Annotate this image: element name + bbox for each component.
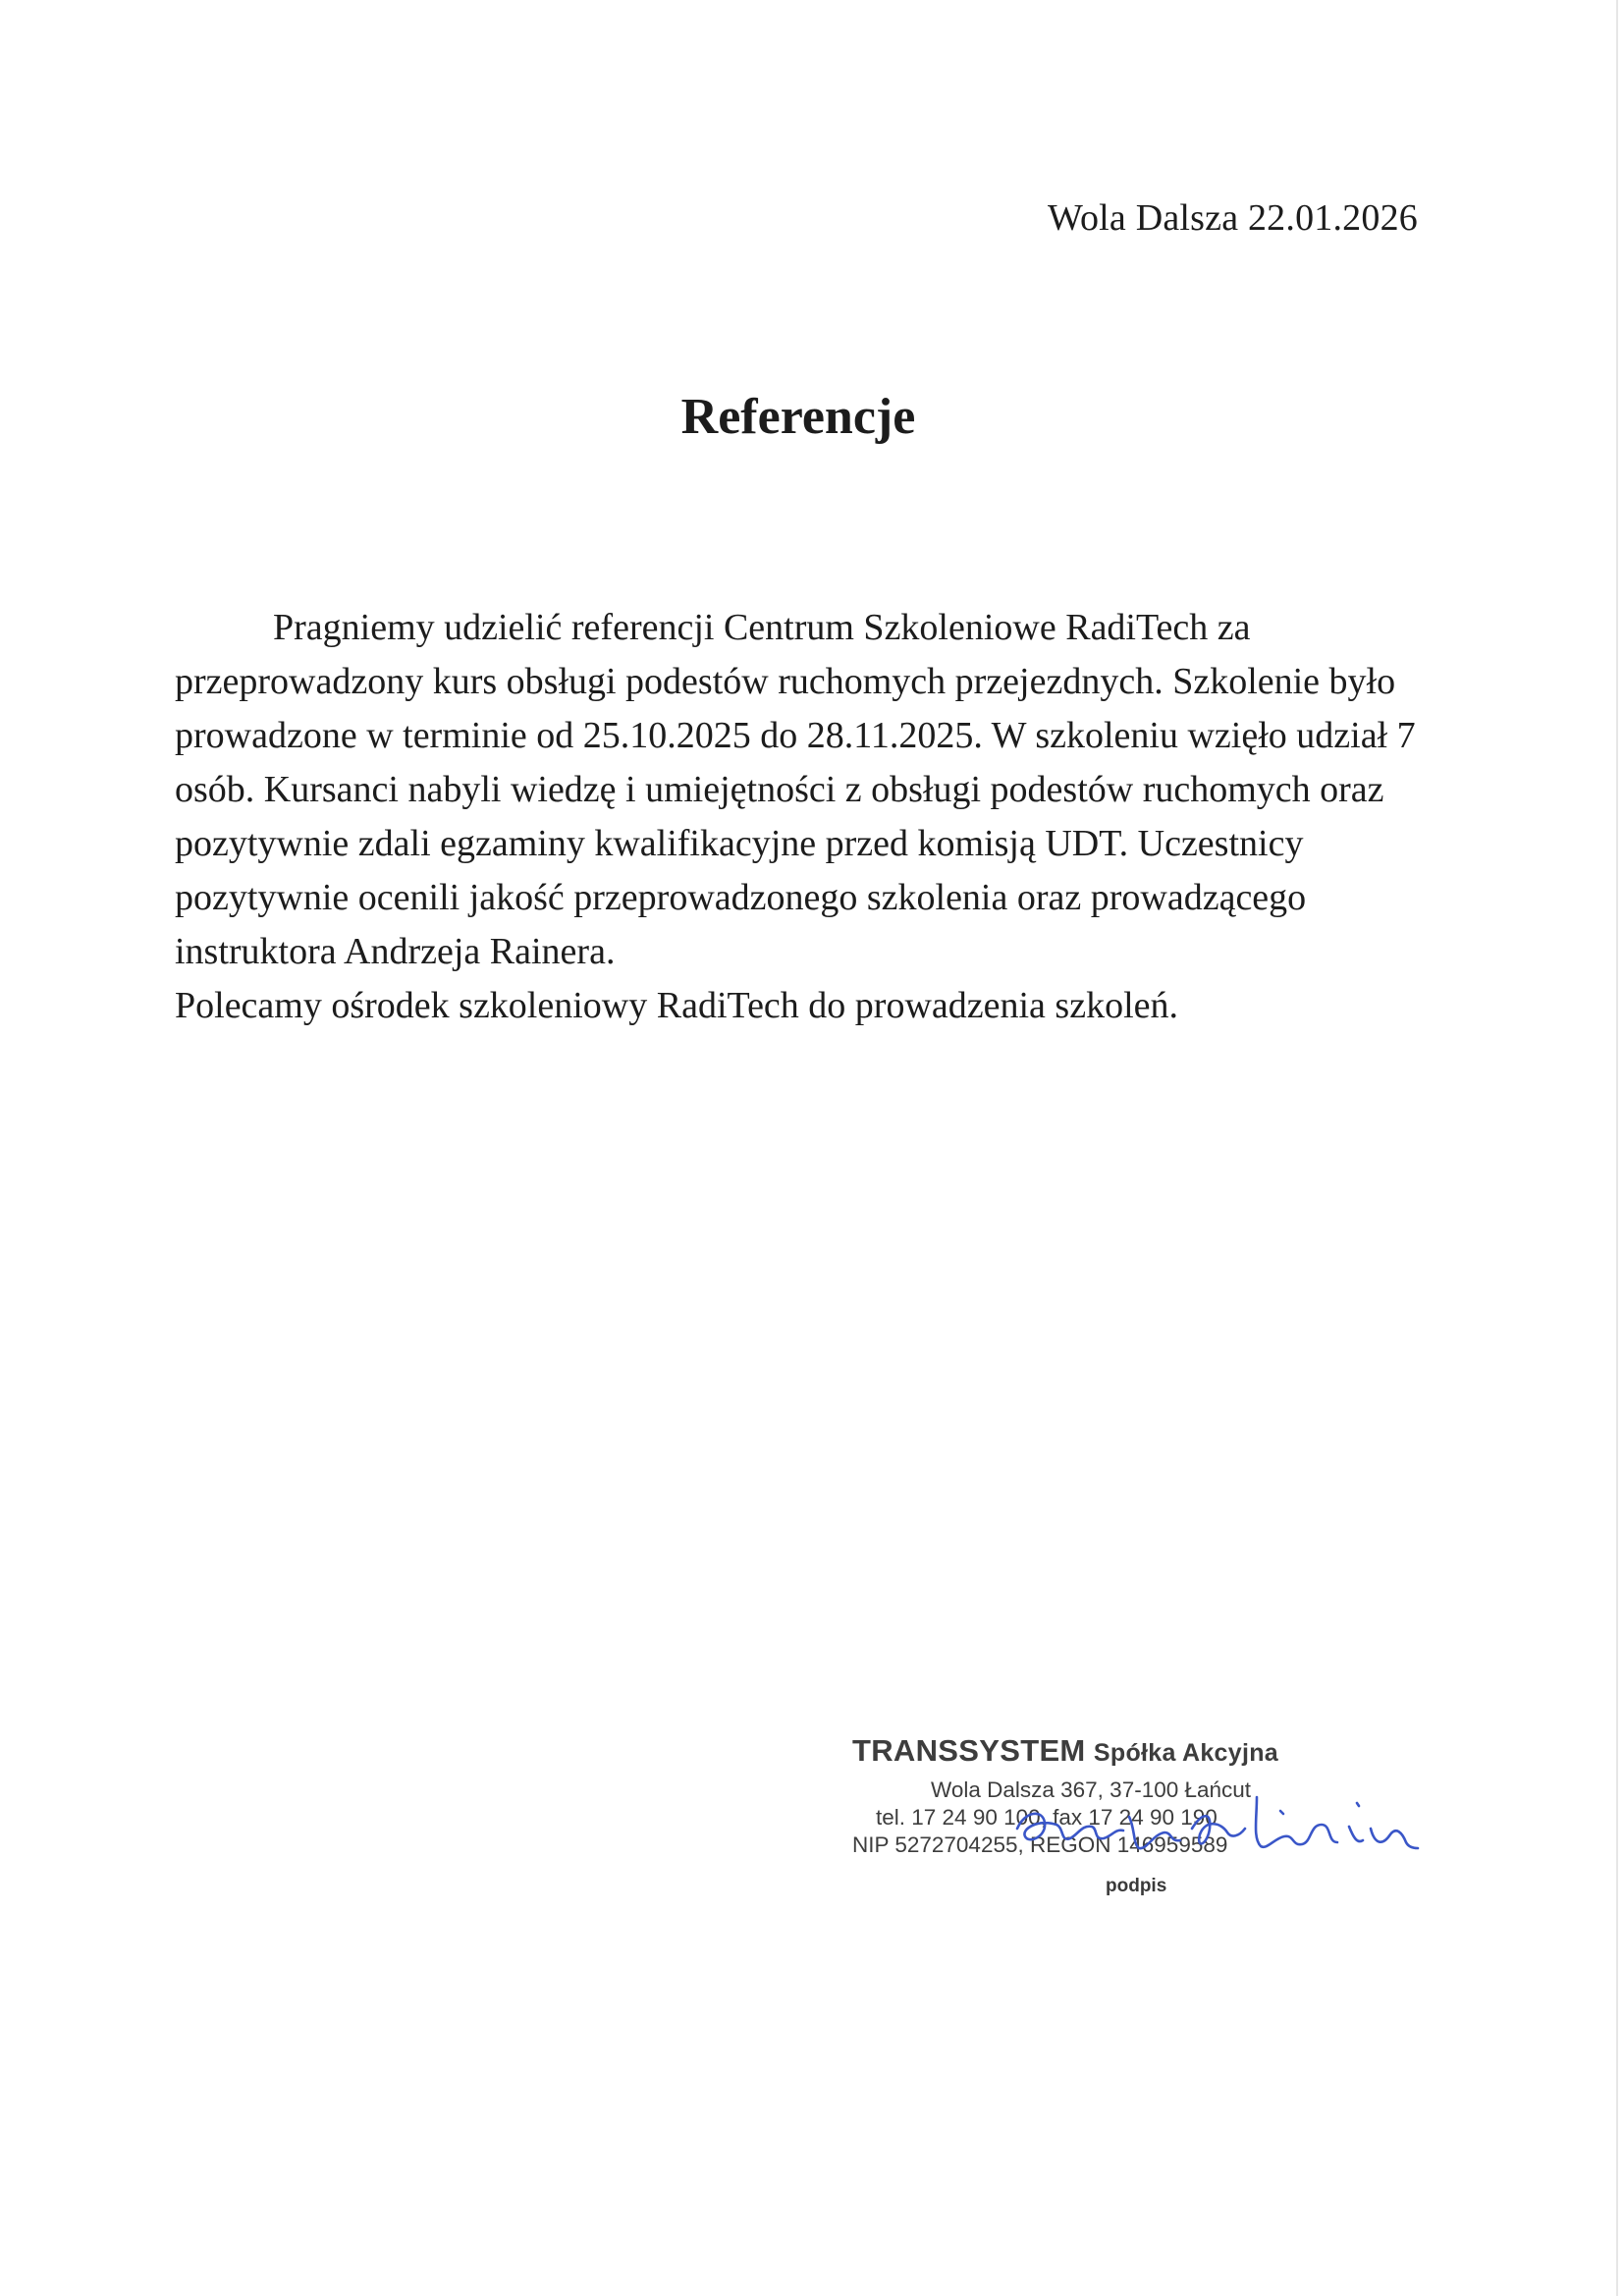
stamp-brand: TRANSSYSTEM bbox=[852, 1733, 1086, 1768]
body-paragraph-main: Pragniemy udzielić referencji Centrum Szkoleniowe RadiTech za przeprowadzony kurs obsługi podestów ruchomych przejezdnych. Szkolenie było prowadzone w terminie od 25.10.2025 do 28.11.2025. W szkoleniu wzięło udział 7 osób. Kursanci nabyli wiedzę i umiejętności z obsługi podestów ruchomych oraz pozytywnie zdali egzaminy kwalifikacyjne przed komisją UDT. Uczestnicy pozytywnie ocenili jakość przeprowadzonego szkolenia oraz prowadzącego instruktora Andrzeja Rainera. bbox=[175, 607, 1416, 972]
scan-edge bbox=[1616, 0, 1618, 2296]
document-title: Referencje bbox=[680, 389, 916, 445]
letter-body bbox=[175, 601, 1441, 1033]
stamp-address: Wola Dalsza 367, 37-100 Łańcut bbox=[931, 1777, 1252, 1802]
stamp-phone-fax: tel. 17 24 90 100, fax 17 24 90 190 bbox=[876, 1805, 1218, 1830]
place-date: Wola Dalsza 22.01.2026 bbox=[1047, 197, 1418, 239]
body-paragraph-recommendation: Polecamy ośrodek szkoleniowy RadiTech do prowadzenia szkoleń. bbox=[175, 985, 1178, 1026]
stamp-company-type: Spółka Akcyjna bbox=[1093, 1739, 1278, 1767]
stamp-company-name bbox=[852, 1733, 1314, 1769]
handwritten-signature bbox=[1000, 1789, 1422, 1866]
stamp-caption: podpis bbox=[1106, 1876, 1167, 1896]
stamp-ids: NIP 5272704255, REGON 146959589 bbox=[852, 1832, 1228, 1857]
